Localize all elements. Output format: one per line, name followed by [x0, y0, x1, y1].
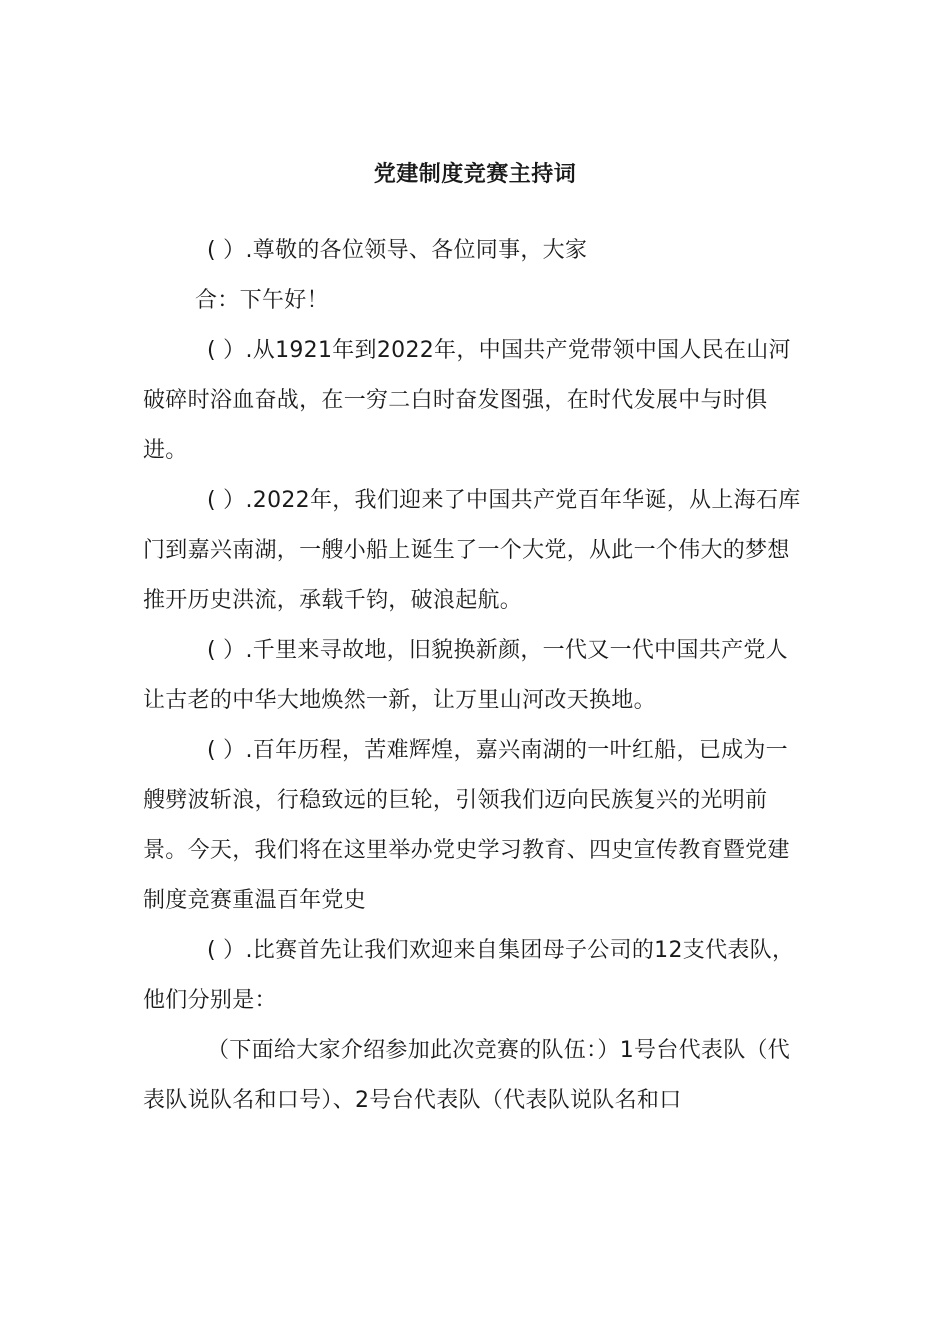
document-title: 党建制度竞赛主持词	[373, 162, 577, 187]
document-body	[143, 226, 803, 1126]
paragraph-greeting: ( ）.尊敬的各位领导、各位同事，大家	[207, 238, 588, 263]
paragraph-red-boat: ( ）.百年历程，苦难辉煌，嘉兴南湖的一叶红船，已成为一艘劈波斩浪，行稳致远的巨轮，引领我们迈向民族复兴的光明前景。今天，我们将在这里举办党史学习教育、四史宣传教育暨党建制度竞赛重温百年党史	[143, 738, 790, 913]
paragraph-team-list: （下面给大家介绍参加此次竞赛的队伍：）1号台代表队（代表队说队名和口号）、2号台代表队（代表队说队名和口	[143, 1038, 791, 1113]
paragraph-teams-intro: ( ）.比赛首先让我们欢迎来自集团母子公司的12支代表队，他们分别是：	[143, 938, 795, 1013]
paragraph-history: ( ）.从1921年到2022年，中国共产党带领中国人民在山河破碎时浴血奋战，在一穷二白时奋发图强，在时代发展中与时俱进。	[143, 338, 791, 463]
paragraph-chorus: 合：下午好！	[195, 288, 329, 313]
paragraph-centenary: ( ）.2022年，我们迎来了中国共产党百年华诞，从上海石库门到嘉兴南湖，一艘小船上诞生了一个大党，从此一个伟大的梦想推开历史洪流，承载千钧，破浪起航。	[143, 488, 801, 613]
paragraph-new-look: ( ）.千里来寻故地，旧貌换新颜，一代又一代中国共产党人让古老的中华大地焕然一新，让万里山河改天换地。	[143, 638, 788, 713]
